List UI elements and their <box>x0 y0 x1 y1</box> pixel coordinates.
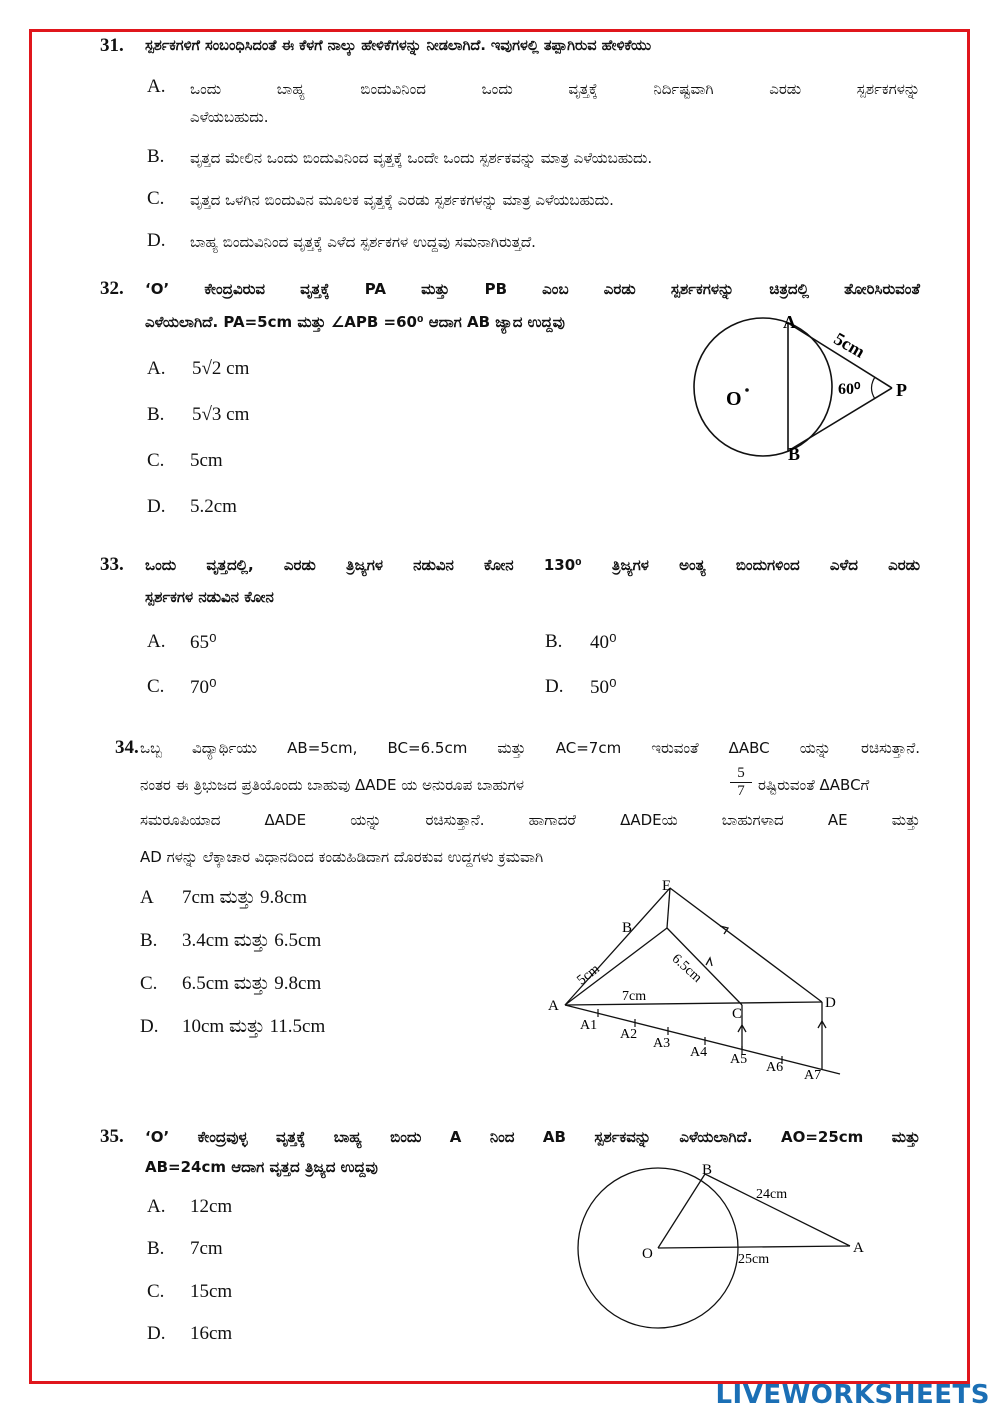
q35-option-d-letter: D. <box>147 1323 166 1344</box>
q32-option-d-value: 5.2cm <box>190 496 237 517</box>
q35-label-b: B <box>702 1162 713 1178</box>
q34-stem-line4: AD ಗಳನ್ನು ಲೆಕ್ಕಾಚಾರ ವಿಧಾನದಿಂದ ಕಂಡುಹಿಡಿದಾಗ ದೊರಕುವ ಉದ್ದಗಳು ಕ್ರಮವಾಗಿ <box>140 848 544 866</box>
q35-label-ab: 24cm <box>756 1187 788 1202</box>
q32-option-c-value: 5cm <box>190 450 223 471</box>
q35-label-oa: 25cm <box>738 1252 770 1267</box>
q35-stem-line2: AB=24cm ಆದಾಗ ವೃತ್ತದ ತ್ರಿಜ್ಯದ ಉದ್ದವು <box>145 1158 378 1176</box>
q32-angle-arc <box>872 377 876 399</box>
q34-option-a-letter: A <box>140 887 154 908</box>
q34-tick-label-a3: A3 <box>653 1036 671 1051</box>
q32-center-dot <box>745 388 749 392</box>
q35-option-b-letter: B. <box>147 1238 165 1259</box>
q32-length-label: 5cm <box>830 328 869 362</box>
liveworksheets-logo: LIVEWORKSHEETS <box>715 1380 990 1410</box>
q34-tick-label-a1: A1 <box>580 1018 598 1033</box>
q34-option-c-value: 6.5cm ಮತ್ತು 9.8cm <box>182 973 322 994</box>
q34-label-bc: 6.5cm <box>668 951 705 986</box>
q32-option-a-letter: A. <box>147 358 166 379</box>
q34-tick-label-a2: A2 <box>620 1027 638 1042</box>
q33-option-a-value: 65⁰ <box>190 632 217 653</box>
q34-label-e: E <box>662 878 672 894</box>
q35-line-oa <box>658 1246 850 1248</box>
q32-option-a-value: 5√2 cm <box>192 358 250 379</box>
q33-option-c-letter: C. <box>147 676 165 697</box>
q34-side-be <box>667 888 670 928</box>
q34-frac-num: 5 <box>737 765 745 781</box>
q31-option-d-text: ಬಾಹ್ಯ ಬಿಂದುವಿನಿಂದ ವೃತ್ತಕ್ಕೆ ಎಳೆದ ಸ್ಪರ್ಶಕಗಳ ಉದ್ದವು ಸಮನಾಗಿರುತ್ತದೆ. <box>190 233 536 251</box>
q34-frac-den: 7 <box>730 782 752 800</box>
q34-fraction <box>730 765 752 800</box>
q31-number: 31. <box>100 35 124 56</box>
q34-label-a: A <box>548 998 559 1014</box>
q33-option-c-value: 70⁰ <box>190 677 217 698</box>
q32-label-b: B <box>788 444 801 464</box>
q35-tangent-ab <box>705 1174 850 1246</box>
q34-label-ac: 7cm <box>622 989 647 1004</box>
q31-option-c-letter: C. <box>147 188 165 209</box>
q32-stem-line2: ಎಳೆಯಲಾಗಿದೆ. PA=5cm ಮತ್ತು ∠APB =60⁰ ಆದಾಗ AB ಜ್ಯಾದ ಉದ್ದವು <box>145 313 565 331</box>
q34-side-ed <box>670 888 822 1002</box>
q31-option-a-letter: A. <box>147 76 166 97</box>
q34-stem-line3: ಸಮರೂಪಿಯಾದ ΔADE ಯನ್ನು ರಚಿಸುತ್ತಾನೆ. ಹಾಗಾದರೆ ΔADEಯ ಬಾಹುಗಳಾದ AE ಮತ್ತು <box>140 811 920 829</box>
q34-option-a-value: 7cm ಮತ್ತು 9.8cm <box>182 887 307 908</box>
q31-option-a-text-cont: ಎಳೆಯಬಹುದು. <box>190 108 269 126</box>
q34-option-d-value: 10cm ಮತ್ತು 11.5cm <box>182 1016 326 1037</box>
q32-option-c-letter: C. <box>147 450 165 471</box>
q32-option-b-value: 5√3 cm <box>192 404 250 425</box>
q31-option-c-text: ವೃತ್ತದ ಒಳಗಿನ ಬಿಂದುವಿನ ಮೂಲಕ ವೃತ್ತಕ್ಕೆ ಎರಡು ಸ್ಪರ್ಶಕಗಳನ್ನು ಮಾತ್ರ ಎಳೆಯಬಹುದು. <box>190 191 614 209</box>
q31-option-b-text: ವೃತ್ತದ ಮೇಲಿನ ಒಂದು ಬಿಂದುವಿನಿಂದ ವೃತ್ತಕ್ಕೆ ಒಂದೇ ಒಂದು ಸ್ಪರ್ಶಕವನ್ನು ಮಾತ್ರ ಎಳೆಯಬಹುದು. <box>190 149 653 167</box>
q34-option-b-value: 3.4cm ಮತ್ತು 6.5cm <box>182 930 322 951</box>
q35-option-a-letter: A. <box>147 1196 166 1217</box>
q35-label-a: A <box>853 1240 864 1256</box>
q34-side-ab <box>565 928 667 1005</box>
q34-arrow-bc <box>706 958 712 966</box>
q32-label-o: O <box>726 388 742 410</box>
q32-figure <box>670 310 930 470</box>
q34-side-ad <box>565 1002 822 1005</box>
q34-label-b: B <box>622 920 633 936</box>
q34-tick-label-a6: A6 <box>766 1060 784 1075</box>
q35-option-c-value: 15cm <box>190 1281 233 1302</box>
q32-option-d-letter: D. <box>147 496 166 517</box>
q32-label-p: P <box>896 380 907 400</box>
q33-stem-line2: ಸ್ಪರ್ಶಕಗಳ ನಡುವಿನ ಕೋನ <box>145 588 274 606</box>
q35-label-o: O <box>642 1246 653 1262</box>
q31-option-b-letter: B. <box>147 146 165 167</box>
q33-option-d-value: 50⁰ <box>590 677 617 698</box>
q35-number: 35. <box>100 1126 124 1147</box>
q33-option-d-letter: D. <box>545 676 564 697</box>
q34-option-b-letter: B. <box>140 930 158 951</box>
q34-stem-line1: ಒಬ್ಬ ವಿದ್ಯಾರ್ಥಿಯು AB=5cm, BC=6.5cm ಮತ್ತು AC=7cm ಇರುವಂತೆ ΔABC ಯನ್ನು ರಚಿಸುತ್ತಾನೆ. <box>140 739 920 757</box>
q34-label-ab: 5cm <box>574 961 603 989</box>
q31-option-a-text: ಒಂದು ಬಾಹ್ಯ ಬಿಂದುವಿನಿಂದ ಒಂದು ವೃತ್ತಕ್ಕೆ ನಿರ್ದಿಷ್ಟವಾಗಿ ಎರಡು ಸ್ಪರ್ಶಕಗಳನ್ನು <box>190 80 920 98</box>
q34-ray <box>565 1005 840 1074</box>
q35-radius-ob <box>658 1174 705 1248</box>
q34-stem-line2b: ರಷ್ಟಿರುವಂತೆ ΔABCಗೆ <box>758 776 870 794</box>
q35-option-a-value: 12cm <box>190 1196 233 1217</box>
q34-tick-label-a7: A7 <box>804 1068 822 1083</box>
q34-number: 34. <box>115 737 139 758</box>
q33-option-b-value: 40⁰ <box>590 632 617 653</box>
q31-option-d-letter: D. <box>147 230 166 251</box>
q35-option-c-letter: C. <box>147 1281 165 1302</box>
q34-option-d-letter: D. <box>140 1016 159 1037</box>
q33-stem-line1: ಒಂದು ವೃತ್ತದಲ್ಲಿ, ಎರಡು ತ್ರಿಜ್ಯಗಳ ನಡುವಿನ ಕೋನ 130⁰ ತ್ರಿಜ್ಯಗಳ ಅಂತ್ಯ ಬಿಂದುಗಳಿಂದ ಎಳೆದ ಎರಡು <box>145 556 920 574</box>
q35-figure <box>560 1160 880 1340</box>
q35-stem-line1: ‘O’ ಕೇಂದ್ರವುಳ್ಳ ವೃತ್ತಕ್ಕೆ ಬಾಹ್ಯ ಬಿಂದು A ನಿಂದ AB ಸ್ಪರ್ಶಕವನ್ನು ಎಳೆಯಲಾಗಿದೆ. AO=25cm ಮತ್ತು <box>145 1128 920 1146</box>
q35-option-b-value: 7cm <box>190 1238 223 1259</box>
q32-angle-label: 60⁰ <box>838 381 861 398</box>
q34-option-c-letter: C. <box>140 973 158 994</box>
q34-tick-label-a5: A5 <box>730 1052 748 1067</box>
q34-figure <box>540 870 850 1085</box>
q31-stem: ಸ್ಪರ್ಶಕಗಳಿಗೆ ಸಂಬಂಧಿಸಿದಂತೆ ಈ ಕೆಳಗೆ ನಾಲ್ಕು ಹೇಳಿಕೆಗಳನ್ನು ನೀಡಲಾಗಿದೆ. ಇವುಗಳಲ್ಲಿ ತಪ್ಪಾಗಿರುವ ಹೇಳಿಕೆಯು <box>145 38 652 54</box>
q32-number: 32. <box>100 278 124 299</box>
q32-stem-line1: ‘O’ ಕೇಂದ್ರವಿರುವ ವೃತ್ತಕ್ಕೆ PA ಮತ್ತು PB ಎಂಬ ಎರಡು ಸ್ಪರ್ಶಕಗಳನ್ನು ಚಿತ್ರದಲ್ಲಿ ತೋರಿಸಿರುವಂತೆ <box>145 280 920 298</box>
q34-side-ae <box>565 888 670 1005</box>
q34-label-c: C <box>732 1006 743 1022</box>
q34-tick-label-a4: A4 <box>690 1045 708 1060</box>
q33-option-b-letter: B. <box>545 631 563 652</box>
q33-number: 33. <box>100 554 124 575</box>
q33-option-a-letter: A. <box>147 631 166 652</box>
q34-stem-line2a: ನಂತರ ಈ ತ್ರಿಭುಜದ ಪ್ರತಿಯೊಂದು ಬಾಹುವು ΔADE ಯ ಅನುರೂಪ ಬಾಹುಗಳ <box>140 776 524 794</box>
q32-option-b-letter: B. <box>147 404 165 425</box>
q34-label-d: D <box>825 995 836 1011</box>
q32-label-a: A <box>783 312 796 332</box>
q32-circle <box>694 318 832 456</box>
q35-option-d-value: 16cm <box>190 1323 233 1344</box>
